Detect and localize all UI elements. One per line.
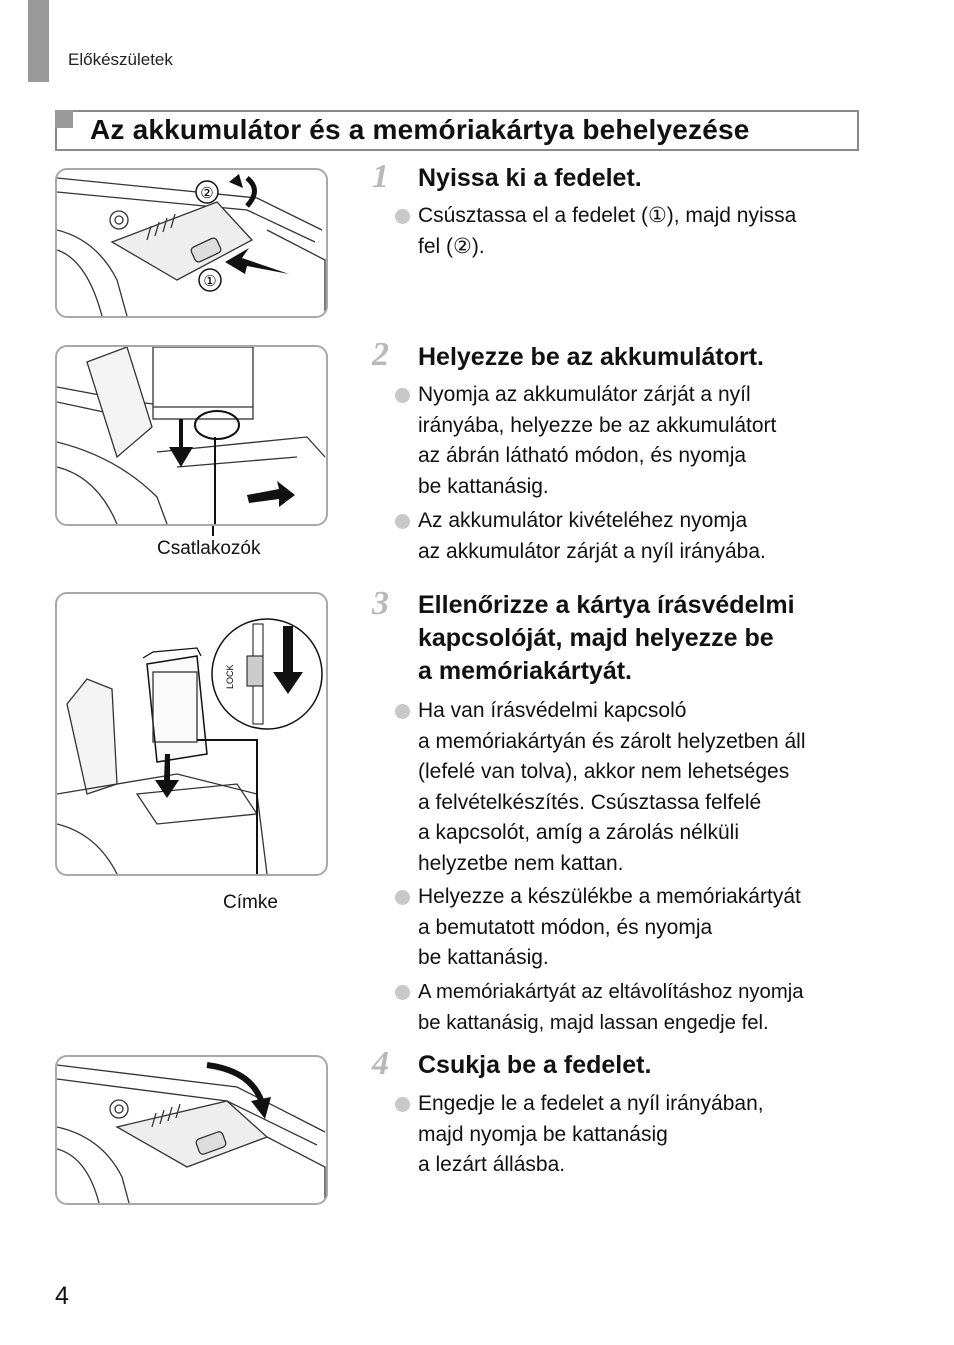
step-2-title: Helyezze be az akkumulátort. [418,343,764,371]
figure-open-cover [55,168,328,318]
step-2-bullet-1: Nyomja az akkumulátor zárját a nyíl irányába, helyezze be az akkumulátort az ábrán látható módon, és nyomja be kattanásig. [418,380,863,502]
fig1-label-2: ② [200,185,214,202]
fig3-lock-text: LOCK [225,664,235,689]
open-cover-illustration [57,170,326,316]
section-marker [55,110,73,128]
caption-connectors: Csatlakozók [157,538,261,559]
step-3-bullet-2: Helyezze a készülékbe a memóriakártyát a bemutatott módon, és nyomja be kattanásig. [418,882,863,974]
step-1-title: Nyissa ki a fedelet. [418,164,642,192]
step-2-bullet-2: Az akkumulátor kivételéhez nyomja az akkumulátor zárját a nyíl irányába. [418,506,863,567]
figure-insert-battery [55,345,328,526]
side-tab-marker [28,0,49,82]
step-3-title: Ellenőrizze a kártya írásvédelmi kapcsolóját, majd helyezze be a memóriakártyát. [418,591,795,685]
step-3-bullet-1: Ha van írásvédelmi kapcsoló a memóriakártyán és zárolt helyzetben áll (lefelé van tolva), akkor nem lehetséges a felvételkészítés. Csúsztassa felfelé a kapcsolót, amíg a zárolás nélküli helyzetbe nem kattan. [418,696,863,879]
battery-illustration [57,347,326,524]
caption-connectors-leader [212,526,214,536]
step-2-number: 2 [372,336,389,373]
step-3-number: 3 [372,585,389,622]
step-4-bullet-1: Engedje le a fedelet a nyíl irányában, majd nyomja be kattanásig a lezárt állásba. [418,1089,863,1181]
close-cover-illustration [57,1057,326,1203]
page-number: 4 [55,1282,69,1310]
fig1-label-1: ① [203,273,217,290]
figure-close-cover [55,1055,328,1205]
step-4-number: 4 [372,1045,389,1082]
caption-label: Címke [223,892,278,913]
step-1-number: 1 [372,158,389,195]
section-title: Az akkumulátor és a memóriakártya behelyezése [90,114,750,145]
step-4-title: Csukja be a fedelet. [418,1051,652,1079]
memory-card-illustration [57,594,326,874]
step-1-bullet-1: Csúsztassa el a fedelet (①), majd nyissa fel (②). [418,201,863,262]
step-3-bullet-3: A memóriakártyát az eltávolításhoz nyomja be kattanásig, majd lassan engedje fel. [418,977,863,1038]
running-head: Előkészületek [68,50,173,69]
figure-insert-card [55,592,328,876]
